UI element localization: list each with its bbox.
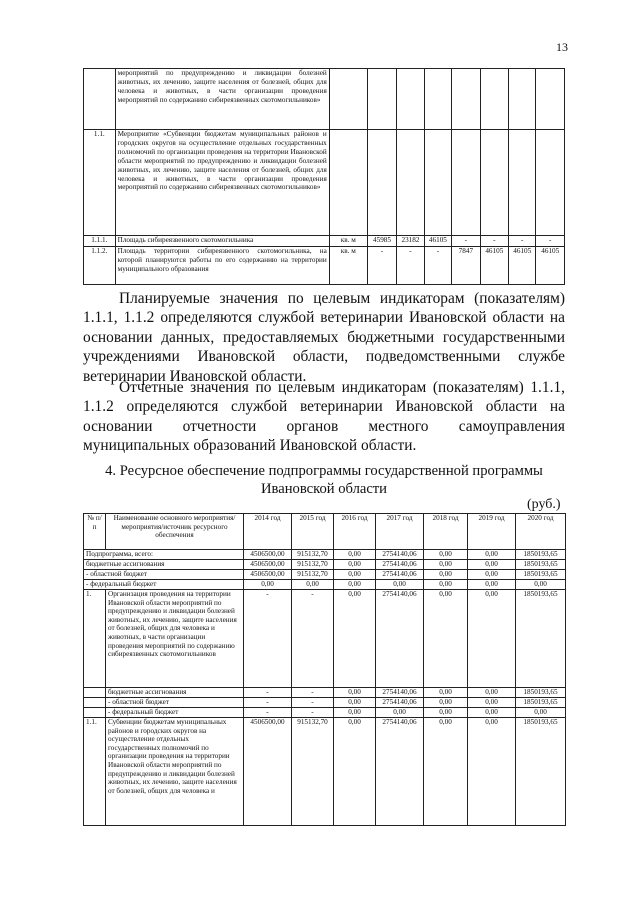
- value-2019: 0,00: [468, 550, 516, 560]
- value-2015: -: [292, 708, 334, 718]
- value-2018: -: [480, 236, 508, 247]
- value-2020: 1850193,65: [516, 560, 566, 570]
- value-2014: 0,00: [244, 580, 292, 590]
- value-2020: [536, 130, 565, 236]
- table-row: [84, 247, 565, 285]
- value-2019: [509, 69, 536, 130]
- value-2018: 0,00: [424, 550, 468, 560]
- row-number: 1.1.1.: [84, 236, 116, 247]
- value-2015: -: [292, 698, 334, 708]
- value-2019: 0,00: [468, 560, 516, 570]
- value-2017: 2754140,06: [376, 550, 424, 560]
- value-2017: -: [452, 236, 480, 247]
- funding-source: бюджетные ассигнования: [106, 688, 244, 698]
- header-2018: 2018 год: [424, 514, 468, 550]
- unit-cell: [329, 130, 367, 236]
- value-2014: [367, 69, 397, 130]
- funding-row: [84, 698, 566, 708]
- value-2014: 4506500,00: [244, 718, 292, 826]
- header-2019: 2019 год: [468, 514, 516, 550]
- row-number-blank: [84, 688, 106, 698]
- row-number-blank: [84, 698, 106, 708]
- row-number-blank: [84, 708, 106, 718]
- value-2020: 1850193,65: [516, 590, 566, 688]
- section-heading: 4. Ресурсное обеспечение подпрограммы государственной программы Ивановской области: [105, 463, 543, 497]
- value-2017: 2754140,06: [376, 698, 424, 708]
- value-2014: -: [244, 708, 292, 718]
- value-2017: 0,00: [376, 708, 424, 718]
- unit-cell: [329, 69, 367, 130]
- value-2016: [424, 130, 451, 236]
- value-2014: -: [244, 688, 292, 698]
- summary-label: Подпрограмма, всего:: [84, 550, 244, 560]
- header-2017: 2017 год: [376, 514, 424, 550]
- currency-unit: (руб.): [527, 497, 561, 512]
- value-2016: 0,00: [334, 590, 376, 688]
- header-2016: 2016 год: [334, 514, 376, 550]
- summary-row: [84, 570, 566, 580]
- value-2014: 45985: [367, 236, 397, 247]
- header-row: [84, 514, 566, 550]
- unit-cell: кв. м: [329, 247, 367, 285]
- value-2020: [536, 69, 565, 130]
- value-2018: 0,00: [424, 688, 468, 698]
- summary-label: бюджетные ассигнования: [84, 560, 244, 570]
- value-2015: -: [292, 590, 334, 688]
- summary-label: - областной бюджет: [84, 570, 244, 580]
- funding-row: [84, 688, 566, 698]
- value-2019: [509, 130, 536, 236]
- value-2018: [480, 130, 508, 236]
- value-2014: 4506500,00: [244, 570, 292, 580]
- value-2016: [424, 69, 451, 130]
- value-2016: 0,00: [334, 550, 376, 560]
- value-2017: 2754140,06: [376, 688, 424, 698]
- value-2019: 0,00: [468, 698, 516, 708]
- value-2016: 0,00: [334, 708, 376, 718]
- value-2014: [367, 130, 397, 236]
- value-2018: 46105: [480, 247, 508, 285]
- indicator-name: Мероприятие «Субвенции бюджетам муниципальных районов и городских округов на осуществление отдельных государственных полномочий по организации проведения на территории Ивановской области мероприятий по предупреждению и ликвидации болезней животных, их лечению, защите населения от болезней, общих для человека и животных, в части организации проведения мероприятий по содержанию сибиреязвенных скотомогильников»: [115, 130, 329, 236]
- value-2018: 0,00: [424, 570, 468, 580]
- value-2015: 23182: [397, 236, 424, 247]
- row-number: [84, 69, 116, 130]
- value-2019: 0,00: [468, 708, 516, 718]
- activity-row: [84, 590, 566, 688]
- activity-row: [84, 718, 566, 826]
- value-2017: 7847: [452, 247, 480, 285]
- value-2020: 1850193,65: [516, 698, 566, 708]
- value-2015: 915132,70: [292, 570, 334, 580]
- value-2015: 915132,70: [292, 718, 334, 826]
- value-2018: 0,00: [424, 580, 468, 590]
- value-2019: -: [509, 236, 536, 247]
- row-number: 1.: [84, 590, 106, 688]
- indicators-table: [83, 68, 565, 285]
- value-2016: 0,00: [334, 560, 376, 570]
- funding-source: - федеральный бюджет: [106, 708, 244, 718]
- table-row: [84, 130, 565, 236]
- value-2017: 2754140,06: [376, 560, 424, 570]
- value-2018: 0,00: [424, 698, 468, 708]
- value-2016: 46105: [424, 236, 451, 247]
- value-2016: 0,00: [334, 718, 376, 826]
- value-2020: 0,00: [516, 580, 566, 590]
- value-2016: 0,00: [334, 580, 376, 590]
- value-2016: -: [424, 247, 451, 285]
- paragraph-planned-values: Планируемые значения по целевым индикаторам (показателям) 1.1.1, 1.1.2 определяются службой ветеринарии Ивановской области на основании данных, предоставляемых бюджетными государственными учреждениями Ивановской области, подведомственными службе ветеринарии Ивановской области.: [83, 290, 565, 385]
- row-number: 1.1.: [84, 718, 106, 826]
- value-2019: 0,00: [468, 580, 516, 590]
- value-2018: 0,00: [424, 708, 468, 718]
- row-number: 1.1.2.: [84, 247, 116, 285]
- value-2015: 915132,70: [292, 550, 334, 560]
- value-2020: 1850193,65: [516, 718, 566, 826]
- value-2017: 2754140,06: [376, 718, 424, 826]
- indicator-name: Площадь сибиреязвенного скотомогильника: [115, 236, 329, 247]
- value-2019: 0,00: [468, 590, 516, 688]
- resource-table: [83, 513, 566, 826]
- value-2019: 46105: [509, 247, 536, 285]
- indicator-name: мероприятий по предупреждению и ликвидации болезней животных, их лечению, защите населения от болезней, общих для человека и животных, в части организации проведения мероприятий по содержанию сибиреязвенных скотомогильников»: [115, 69, 329, 130]
- value-2020: -: [536, 236, 565, 247]
- value-2015: -: [397, 247, 424, 285]
- value-2017: 0,00: [376, 580, 424, 590]
- summary-label: - федеральный бюджет: [84, 580, 244, 590]
- value-2018: 0,00: [424, 718, 468, 826]
- header-2020: 2020 год: [516, 514, 566, 550]
- value-2018: 0,00: [424, 590, 468, 688]
- value-2020: 1850193,65: [516, 550, 566, 560]
- summary-row: [84, 580, 566, 590]
- value-2016: 0,00: [334, 698, 376, 708]
- funding-row: [84, 708, 566, 718]
- value-2020: 0,00: [516, 708, 566, 718]
- value-2017: [452, 69, 480, 130]
- funding-source: - областной бюджет: [106, 698, 244, 708]
- value-2018: 0,00: [424, 560, 468, 570]
- value-2019: 0,00: [468, 718, 516, 826]
- value-2016: 0,00: [334, 570, 376, 580]
- header-2015: 2015 год: [292, 514, 334, 550]
- value-2019: 0,00: [468, 570, 516, 580]
- value-2018: [480, 69, 508, 130]
- paragraph-reported-values: Отчетные значения по целевым индикаторам (показателям) 1.1.1, 1.1.2 определяются службой ветеринарии Ивановской области на основании отчетности органов местного самоуправления муниципальных образований Ивановской области.: [83, 379, 565, 455]
- row-number: 1.1.: [84, 130, 116, 236]
- value-2015: [397, 130, 424, 236]
- value-2020: 46105: [536, 247, 565, 285]
- value-2014: -: [244, 698, 292, 708]
- value-2020: 1850193,65: [516, 688, 566, 698]
- page-number: 13: [556, 40, 568, 54]
- value-2015: [397, 69, 424, 130]
- header-2014: 2014 год: [244, 514, 292, 550]
- header-num: № п/п: [84, 514, 106, 550]
- value-2020: 1850193,65: [516, 570, 566, 580]
- activity-name: Субвенции бюджетам муниципальных районов и городских округов на осуществление отдельных государственных полномочий по организации проведения на территории Ивановской области мероприятий по предупреждению и ликвидации болезней животных, их лечению, защите населения от болезней, общих для человека и: [106, 718, 244, 826]
- value-2014: 4506500,00: [244, 560, 292, 570]
- value-2017: [452, 130, 480, 236]
- value-2014: -: [367, 247, 397, 285]
- summary-row: [84, 560, 566, 570]
- value-2017: 2754140,06: [376, 590, 424, 688]
- value-2015: 915132,70: [292, 560, 334, 570]
- value-2014: 4506500,00: [244, 550, 292, 560]
- indicator-name: Площадь территории сибиреязвенного скотомогильника, на которой планируются работы по его содержанию на территории муниципального образования: [115, 247, 329, 285]
- value-2016: 0,00: [334, 688, 376, 698]
- value-2017: 2754140,06: [376, 570, 424, 580]
- table-row: [84, 69, 565, 130]
- value-2014: -: [244, 590, 292, 688]
- summary-row: [84, 550, 566, 560]
- unit-cell: кв. м: [329, 236, 367, 247]
- table-row: [84, 236, 565, 247]
- value-2019: 0,00: [468, 688, 516, 698]
- header-name: Наименование основного мероприятия/ мероприятия/источник ресурсного обеспечения: [106, 514, 244, 550]
- value-2015: 0,00: [292, 580, 334, 590]
- activity-name: Организация проведения на территории Ивановской области мероприятий по предупреждению и ликвидации болезней животных, их лечению, защите населения от болезней, общих для человека и животных, в части организации проведения мероприятий по содержанию сибиреязвенных скотомогильников: [106, 590, 244, 688]
- value-2015: -: [292, 688, 334, 698]
